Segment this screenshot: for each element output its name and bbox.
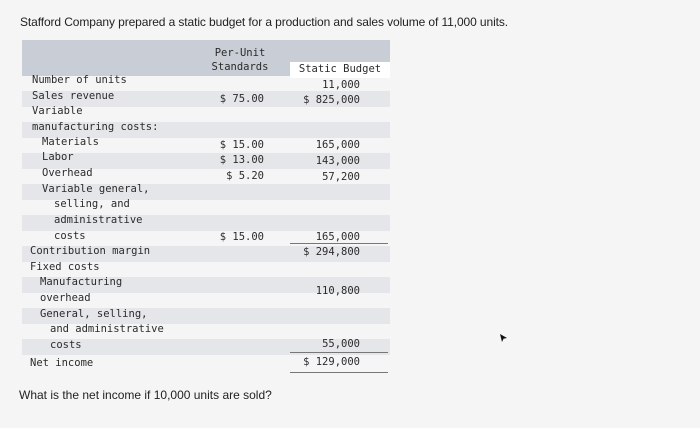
- per-unit-header-line2: Standards: [211, 61, 269, 73]
- row-label-manufacturing: Manufacturing: [40, 276, 123, 288]
- static-materials: 165,000: [315, 139, 360, 151]
- row-label-general-selling: General, selling,: [40, 308, 148, 320]
- static-net-income: $ 129,000: [303, 356, 360, 368]
- per-unit-variable-gsa-costs: $ 15.00: [219, 231, 264, 243]
- row-label-fixed-gsa-costs: costs: [50, 339, 82, 351]
- row-label-labor: Labor: [42, 151, 74, 163]
- row-label-net-income: Net income: [30, 357, 94, 369]
- row-label-variable-general: Variable general,: [42, 183, 150, 195]
- row-label-overhead: Overhead: [42, 167, 93, 179]
- static-contribution-margin: $ 294,800: [303, 246, 360, 258]
- row-label-variable: Variable: [32, 105, 83, 117]
- question-text: What is the net income if 10,000 units are sold?: [19, 388, 272, 402]
- total-underline: [290, 372, 388, 373]
- problem-statement: Stafford Company prepared a static budget for a production and sales volume of 11,000 units.: [20, 15, 508, 29]
- per-unit-overhead: $ 5.20: [226, 170, 264, 182]
- row-label-selling-and: selling, and: [54, 198, 130, 210]
- row-label-contribution-margin: Contribution margin: [30, 245, 151, 257]
- per-unit-sales-revenue: $ 75.00: [219, 93, 264, 105]
- static-budget-header: Static Budget: [290, 62, 390, 78]
- per-unit-labor: $ 13.00: [219, 154, 264, 166]
- row-label-and-administrative: and administrative: [50, 323, 164, 335]
- per-unit-materials: $ 15.00: [219, 139, 264, 151]
- per-unit-standards-header: [200, 46, 280, 74]
- row-label-sales-revenue: Sales revenue: [32, 90, 115, 102]
- static-budget-table: [22, 40, 390, 376]
- subtotal-underline: [290, 352, 388, 353]
- per-unit-header-line1: Per-Unit: [214, 47, 266, 59]
- static-variable-gsa-costs: 165,000: [315, 231, 360, 243]
- subtotal-underline: [290, 243, 388, 244]
- static-labor: 143,000: [315, 155, 360, 167]
- row-label-manufacturing-costs: manufacturing costs:: [32, 121, 159, 133]
- row-label-number-of-units: Number of units: [32, 74, 127, 86]
- row-label-costs: costs: [54, 230, 86, 242]
- static-fixed-gsa-costs: 55,000: [322, 338, 360, 350]
- static-overhead: 57,200: [322, 171, 360, 183]
- static-manufacturing-overhead: 110,800: [315, 285, 360, 297]
- mouse-cursor-icon: [498, 333, 508, 343]
- row-label-fixed-costs: Fixed costs: [30, 261, 100, 273]
- static-number-of-units: 11,000: [322, 79, 360, 91]
- row-label-administrative: administrative: [54, 214, 143, 226]
- row-label-mfg-overhead: overhead: [40, 292, 91, 304]
- row-label-materials: Materials: [42, 136, 99, 148]
- static-sales-revenue: $ 825,000: [303, 94, 360, 106]
